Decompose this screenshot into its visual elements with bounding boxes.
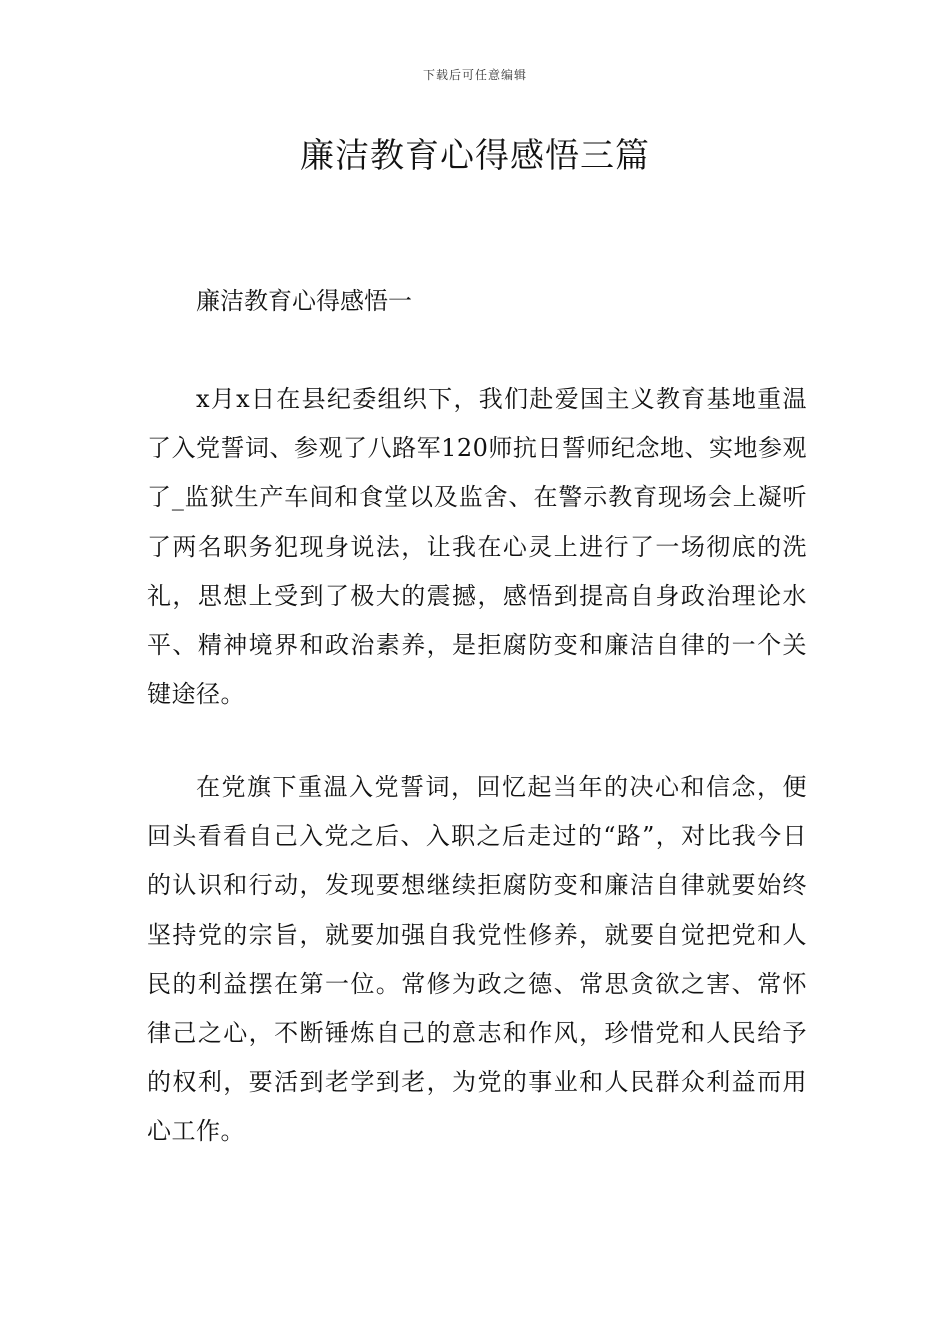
paragraph-1: x月x日在县纪委组织下，我们赴爱国主义教育基地重温了入党誓词、参观了八路军120师抗日誓师纪念地、实地参观了_监狱生产车间和食堂以及监舍、在警示教育现场会上凝听了两名职务犯现身说法，让我在心灵上进行了一场彻底的洗礼，思想上受到了极大的震撼，感悟到提高自身政治理论水平、精神境界和政治素养，是拒腐防变和廉洁自律的一个关键途径。 [147,385,807,709]
document-title: 廉洁教育心得感悟三篇 [300,136,650,176]
paragraph-2: 在党旗下重温入党誓词，回忆起当年的决心和信念，便回头看看自己入党之后、入职之后走过的“路”，对比我今日的认识和行动，发现要想继续拒腐防变和廉洁自律就要始终坚持党的宗旨，就要加强自我党性修养，就要自觉把党和人民的利益摆在第一位。常修为政之德、常思贪欲之害、常怀律己之心，不断锤炼自己的意志和作风，珍惜党和人民给予的权利，要活到老学到老，为党的事业和人民群众利益而用心工作。 [147,773,807,1146]
section-heading: 廉洁教育心得感悟一 [196,287,412,315]
header-note: 下载后可任意编辑 [422,68,527,82]
